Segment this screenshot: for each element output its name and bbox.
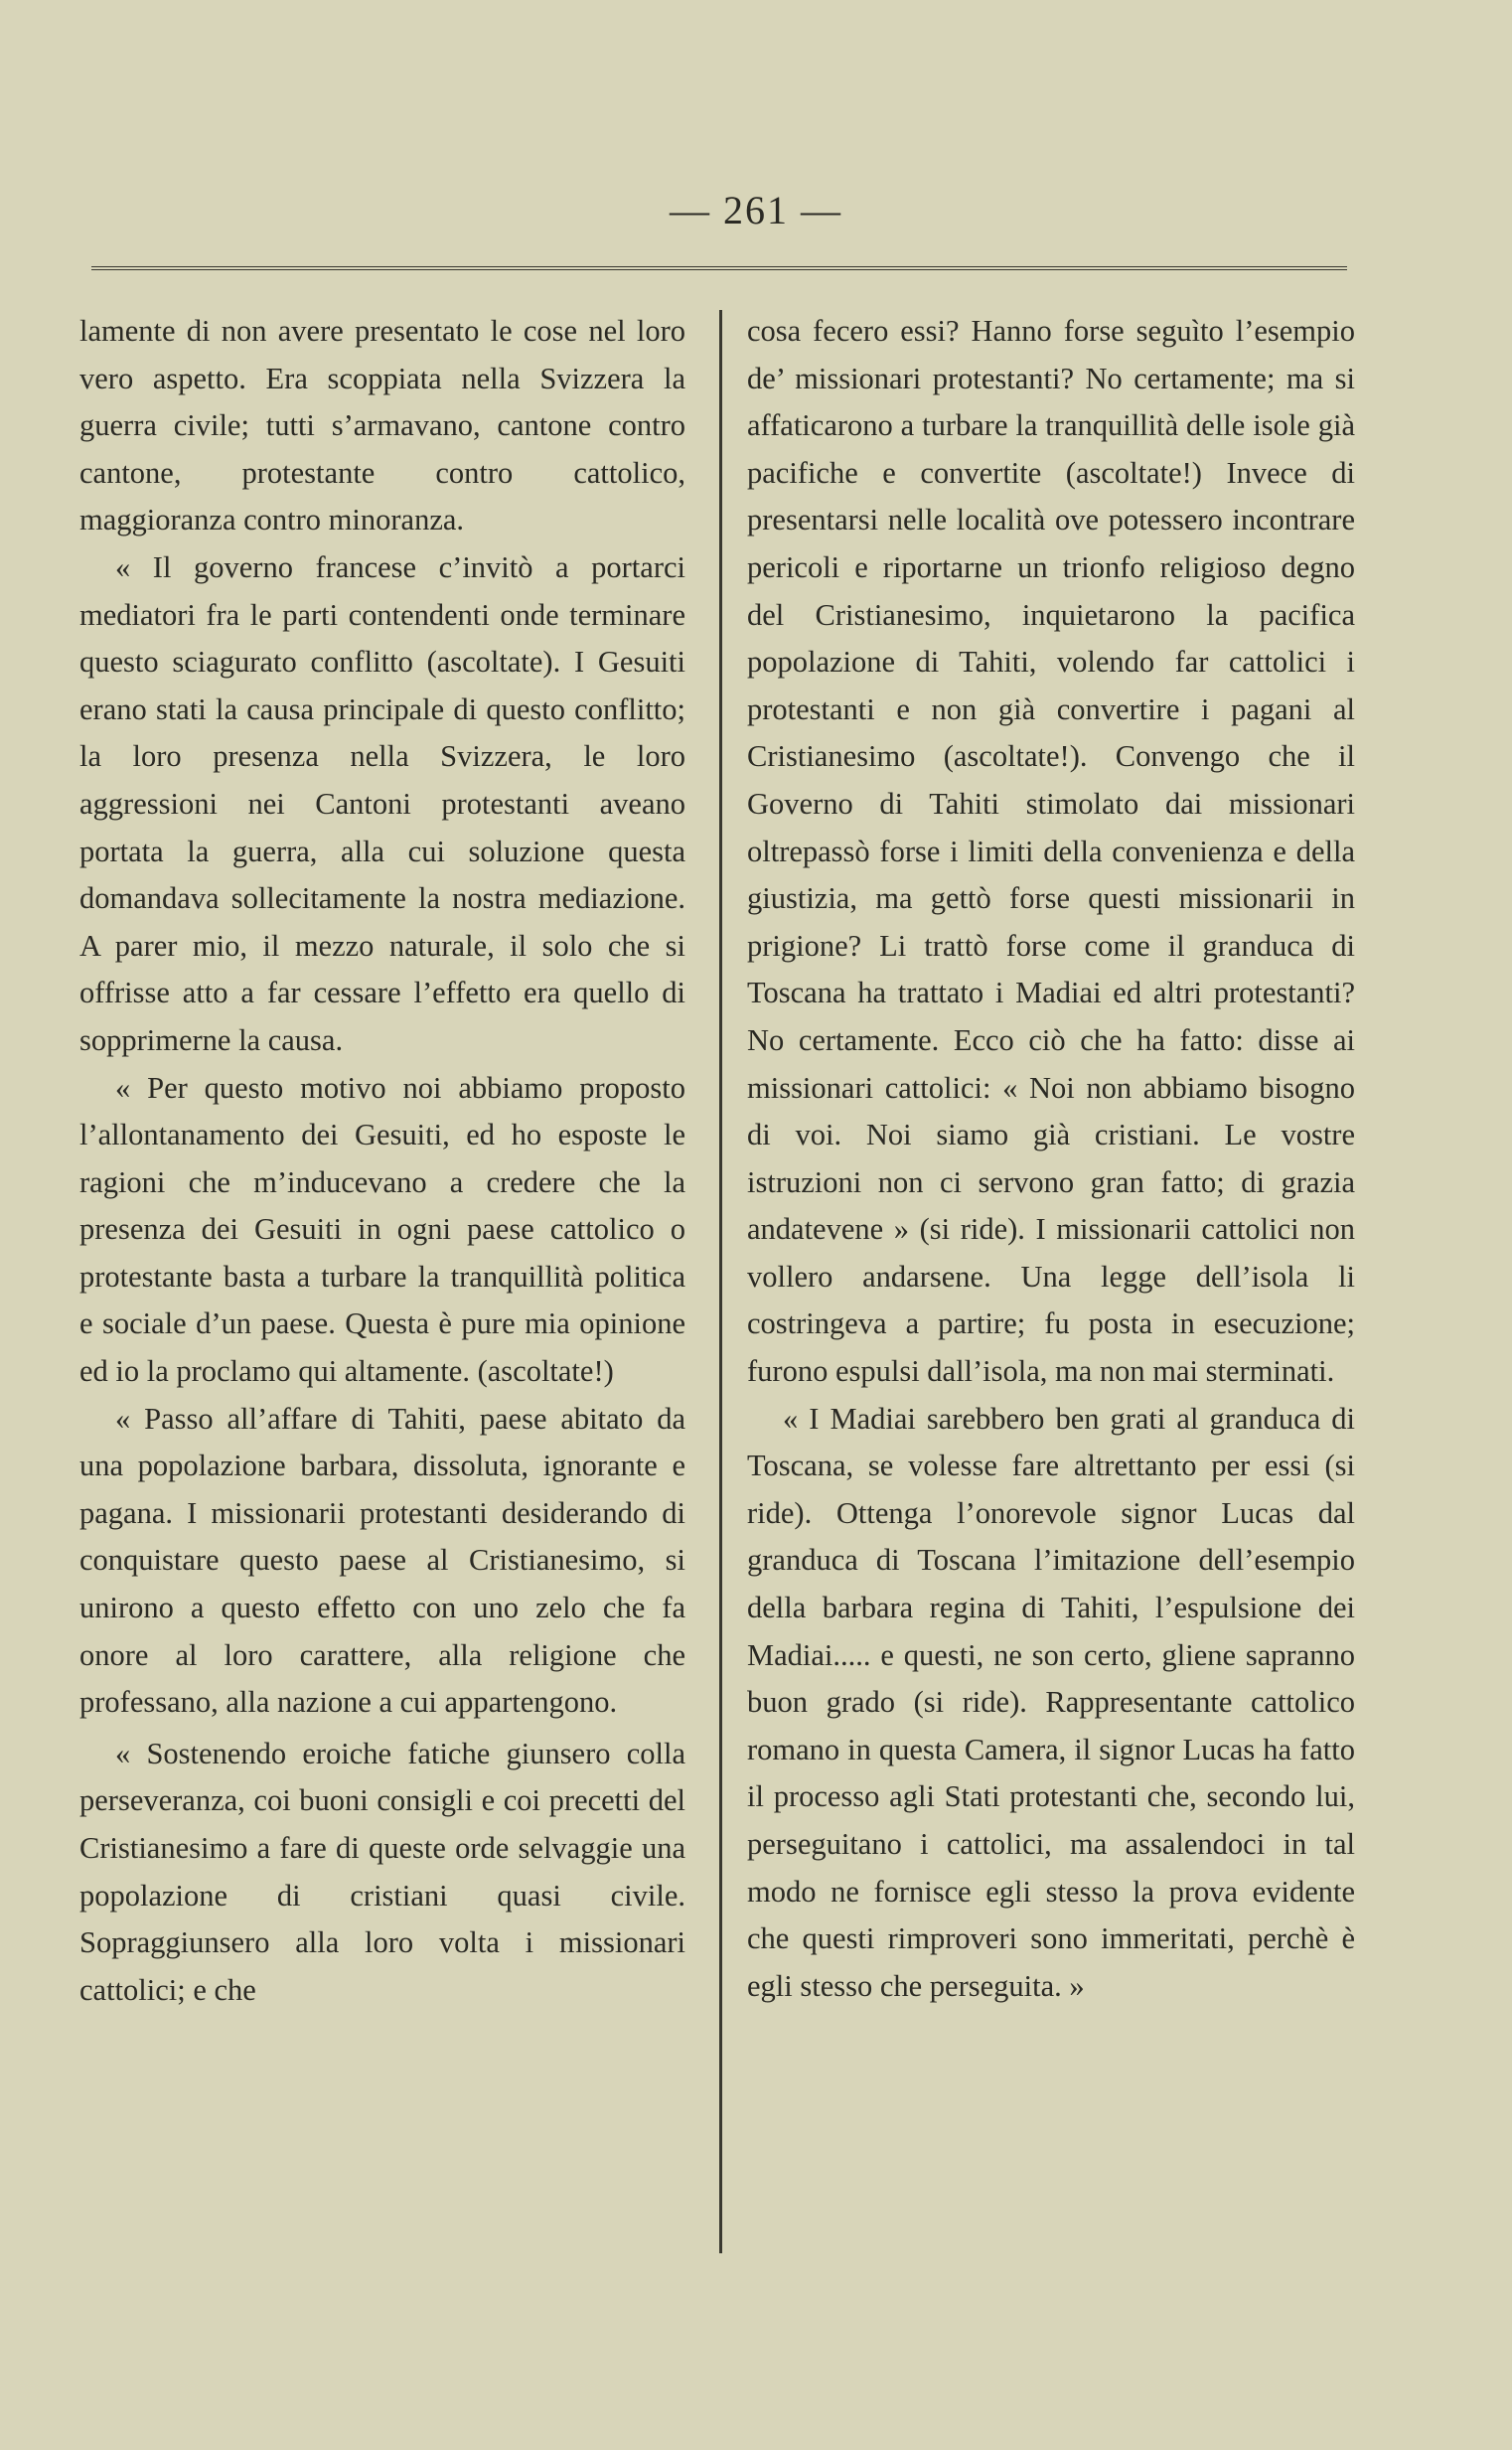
right-column: [747, 308, 1355, 2010]
column-divider: [719, 310, 722, 2253]
paragraph: « Per questo motivo noi abbiamo proposto l’allontanamento dei Gesuiti, ed ho esposte le ragioni che m’inducevano a credere che la presenza dei Gesuiti in ogni paese cattolico o protestante basta a turbare la tranquillità politica e sociale d’un paese. Questa è pure mia opinione ed io la proclamo qui altamente. (ascoltate!): [79, 1070, 685, 1389]
paragraph: lamente di non avere presentato le cose nel loro vero aspetto. Era scoppiata nella Svizzera la guerra civile; tutti s’armavano, cantone contro cantone, protestante contro cattolico, maggioranza contro minoranza.: [79, 314, 685, 537]
page-number: — 261 —: [670, 188, 842, 232]
paragraph: « I Madiai sarebbero ben grati al granduca di Toscana, se volesse fare altrettanto per essi (si ride). Ottenga l’onorevole signor Lucas dal granduca di Toscana l’imitazione dell’esempio della barbara regina di Tahiti, l’espulsione dei Madiai..... e questi, ne son certo, gliene sapranno buon grado (si ride). Rappresentante cattolico romano in questa Camera, il signor Lucas ha fatto il processo agli Stati protestanti che, secondo lui, perseguitano i cattolici, ma assalendoci in tal modo ne fornisce egli stesso la prova evidente che questi rimproveri sono immeritati, perchè è egli stesso che perseguita. »: [747, 1401, 1355, 2003]
left-column: [79, 308, 685, 2014]
paragraph: « Sostenendo eroiche fatiche giunsero colla perseveranza, coi buoni consigli e coi precetti del Cristianesimo a fare di queste orde selvaggie una popolazione di cristiani quasi civile. Sopraggiunsero alla loro volta i missionari cattolici; e che: [79, 1736, 685, 2007]
paragraph: « Passo all’affare di Tahiti, paese abitato da una popolazione barbara, dissoluta, ignorante e pagana. I missionarii protestanti desiderando di conquistare questo paese al Cristianesimo, si unirono a questo effetto con uno zelo che fa onore al loro carattere, alla religione che professano, alla nazione a cui appartengono.: [79, 1401, 685, 1720]
paragraph: cosa fecero essi? Hanno forse seguìto l’esempio de’ missionari protestanti? No certamente; ma si affaticarono a turbare la tranquillità delle isole già pacifiche e convertite (ascoltate!) Invece di presentarsi nelle località ove potessero incontrare pericoli e riportarne un trionfo religioso degno del Cristianesimo, inquietarono la pacifica popolazione di Tahiti, volendo far cattolici i protestanti e non già convertire i pagani al Cristianesimo (ascoltate!). Convengo che il Governo di Tahiti stimolato dai missionari oltrepassò forse i limiti della convenienza e della giustizia, ma gettò forse questi missionarii in prigione? Li trattò forse come il granduca di Toscana ha trattato i Madiai ed altri protestanti? No certamente. Ecco ciò che ha fatto: disse ai missionari cattolici: « Noi non abbiamo bisogno di voi. Noi siamo già cristiani. Le vostre istruzioni non ci servono gran fatto; di grazia andatevene » (si ride). I missionarii cattolici non vollero andarsene. Una legge dell’isola li costringeva a partire; fu posta in esecuzione; furono espulsi dall’isola, ma non mai sterminati.: [747, 314, 1355, 1389]
paragraph: « Il governo francese c’invitò a portarci mediatori fra le parti contendenti onde terminare questo sciagurato conflitto (ascoltate). I Gesuiti erano stati la causa principale di questo conflitto; la loro presenza nella Svizzera, le loro aggressioni nei Cantoni protestanti aveano portata la guerra, alla cui soluzione questa domandava sollecitamente la nostra mediazione. A parer mio, il mezzo naturale, il solo che si offrisse atto a far cessare l’effetto era quello di sopprimerne la causa.: [79, 549, 685, 1057]
header-rule: [91, 266, 1347, 276]
